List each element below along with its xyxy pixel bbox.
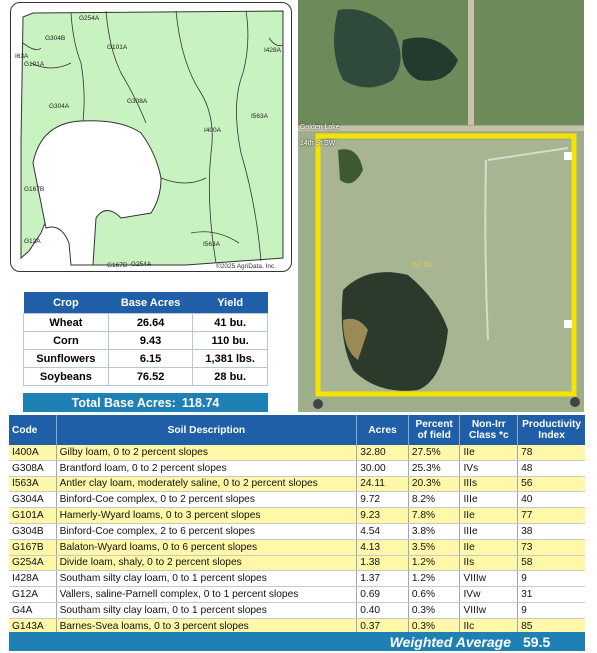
soil-header: Acres [357,415,409,445]
soil-acres: 1.38 [357,555,409,571]
soil-acres: 4.13 [357,539,409,555]
soil-description: Vallers, saline-Parnell complex, 0 to 1 percent slopes [56,587,357,603]
map-label: G304A [49,103,70,110]
soil-productivity: 38 [518,523,585,539]
map-label: I428A [264,47,281,54]
soil-description: Barnes-Svea loams, 0 to 3 percent slopes [56,618,357,634]
soil-description: Binford-Coe complex, 2 to 6 percent slopes [56,523,357,539]
soil-productivity: 85 [518,618,585,634]
soil-header: Productivity Index [518,415,585,445]
crop-header: Base Acres [108,292,193,314]
soil-productivity: 56 [518,476,585,492]
soil-acres: 24.11 [357,476,409,492]
map-label: I563A [203,241,220,248]
total-value: 118.74 [181,395,220,410]
soil-row [9,555,585,571]
soil-class: IVw [460,587,518,603]
soil-row [9,523,585,539]
soil-percent: 0.6% [408,587,460,603]
soil-acres: 1.37 [357,571,409,587]
acres-label: 157.50 [410,262,432,269]
map-label: G167B [107,262,128,269]
soil-acres: 0.37 [357,618,409,634]
soil-percent: 7.8% [408,508,460,524]
map-label: I63A [15,53,29,60]
soil-description: Antler clay loam, moderately saline, 0 to 2 percent slopes [56,476,357,492]
soil-class: IVs [460,460,518,476]
soil-description: Southam silty clay loam, 0 to 1 percent slopes [56,602,357,618]
soil-productivity: 9 [518,602,585,618]
map-label: G101A [24,61,45,68]
crop-row [24,350,268,368]
soil-productivity: 40 [518,492,585,508]
soil-percent: 0.3% [408,602,460,618]
soil-percent: 27.5% [408,445,460,460]
map-label: G254A [131,261,152,268]
soil-row [9,476,585,492]
map-label: G101A [107,44,128,51]
soil-percent: 20.3% [408,476,460,492]
soil-productivity: 9 [518,571,585,587]
crop-header: Yield [193,292,268,314]
crop-yield: 110 bu. [193,332,268,350]
soil-percent: 25.3% [408,460,460,476]
crop-row [24,332,268,350]
soil-code: G304A [9,492,56,508]
soil-class: IIIe [460,492,518,508]
map-copyright: ©2025 AgriData, Inc. [216,263,277,270]
crop-name: Wheat [24,314,109,332]
soil-description: Southam silty clay loam, 0 to 1 percent slopes [56,571,357,587]
crop-acres: 9.43 [108,332,193,350]
soil-header: Soil Description [56,415,357,445]
soil-code: I400A [9,445,56,460]
map-label: G254A [79,15,100,22]
soil-map-drawing [11,3,292,272]
soil-code: G308A [9,460,56,476]
soil-class: IIIs [460,476,518,492]
soil-code: G12A [9,587,56,603]
soil-productivity: 58 [518,555,585,571]
soil-row [9,492,585,508]
soil-acres: 4.54 [357,523,409,539]
soil-percent: 8.2% [408,492,460,508]
total-label: Total Base Acres: [71,395,176,410]
soil-header: Code [9,415,56,445]
soil-row [9,571,585,587]
soil-percent: 3.5% [408,539,460,555]
weighted-average [9,632,585,651]
soil-code: G167B [9,539,56,555]
soil-table [9,415,585,635]
soil-row [9,460,585,476]
soil-row [9,587,585,603]
aerial-photo [298,0,584,412]
soil-percent: 1.2% [408,555,460,571]
road-label: 14th St SW [300,140,336,147]
soil-table-body [9,445,585,634]
soil-class: IIIe [460,523,518,539]
soil-productivity: 77 [518,508,585,524]
map-label: G304B [45,35,66,42]
map-label: G12A [24,238,41,245]
crop-table [23,292,268,386]
crop-acres: 76.52 [108,368,193,386]
soil-productivity: 78 [518,445,585,460]
crop-name: Sunflowers [24,350,109,368]
map-label: I563A [251,113,268,120]
soil-productivity: 31 [518,587,585,603]
soil-class: IIc [460,618,518,634]
soil-acres: 30.00 [357,460,409,476]
map-label: G308A [127,98,148,105]
soil-class: VIIIw [460,602,518,618]
soil-description: Gilby loam, 0 to 2 percent slopes [56,445,357,460]
soil-description: Divide loam, shaly, 0 to 2 percent slopes [56,555,357,571]
lake-label: Golden Lake [300,124,340,131]
soil-productivity: 48 [518,460,585,476]
crop-yield: 41 bu. [193,314,268,332]
total-base-acres [23,393,268,412]
soil-acres: 0.69 [357,587,409,603]
soil-header: Percent of field [408,415,460,445]
soil-class: IIe [460,445,518,460]
soil-code: G254A [9,555,56,571]
soil-percent: 3.8% [408,523,460,539]
crop-row [24,368,268,386]
soil-class: IIe [460,539,518,555]
crop-name: Corn [24,332,109,350]
soil-percent: 0.3% [408,618,460,634]
soil-description: Hamerly-Wyard loams, 0 to 3 percent slopes [56,508,357,524]
crop-yield: 28 bu. [193,368,268,386]
soil-description: Brantford loam, 0 to 2 percent slopes [56,460,357,476]
crop-acres: 6.15 [108,350,193,368]
soil-acres: 32.80 [357,445,409,460]
aerial-drawing [298,0,584,412]
soil-code: G304B [9,523,56,539]
soil-class: IIs [460,555,518,571]
soil-percent: 1.2% [408,571,460,587]
soil-map [10,2,292,272]
soil-code: G143A [9,618,56,634]
soil-code: I428A [9,571,56,587]
weighted-label: Weighted Average [389,633,511,650]
soil-class: IIe [460,508,518,524]
weighted-value: 59.5 [523,633,551,650]
soil-row [9,539,585,555]
soil-productivity: 73 [518,539,585,555]
soil-row [9,508,585,524]
soil-acres: 9.72 [357,492,409,508]
soil-code: I563A [9,476,56,492]
crop-name: Soybeans [24,368,109,386]
crop-acres: 26.64 [108,314,193,332]
soil-acres: 0.40 [357,602,409,618]
map-label: I400A [204,127,221,134]
crop-yield: 1,381 lbs. [193,350,268,368]
soil-code: G4A [9,602,56,618]
soil-header: Non-Irr Class *c [460,415,518,445]
crop-row [24,314,268,332]
soil-code: G101A [9,508,56,524]
soil-description: Binford-Coe complex, 0 to 2 percent slopes [56,492,357,508]
soil-acres: 9.23 [357,508,409,524]
soil-row [9,445,585,460]
soil-class: VIIIw [460,571,518,587]
crop-header: Crop [24,292,109,314]
soil-row [9,602,585,618]
map-label: G167B [24,186,45,193]
soil-description: Balaton-Wyard loams, 0 to 6 percent slopes [56,539,357,555]
